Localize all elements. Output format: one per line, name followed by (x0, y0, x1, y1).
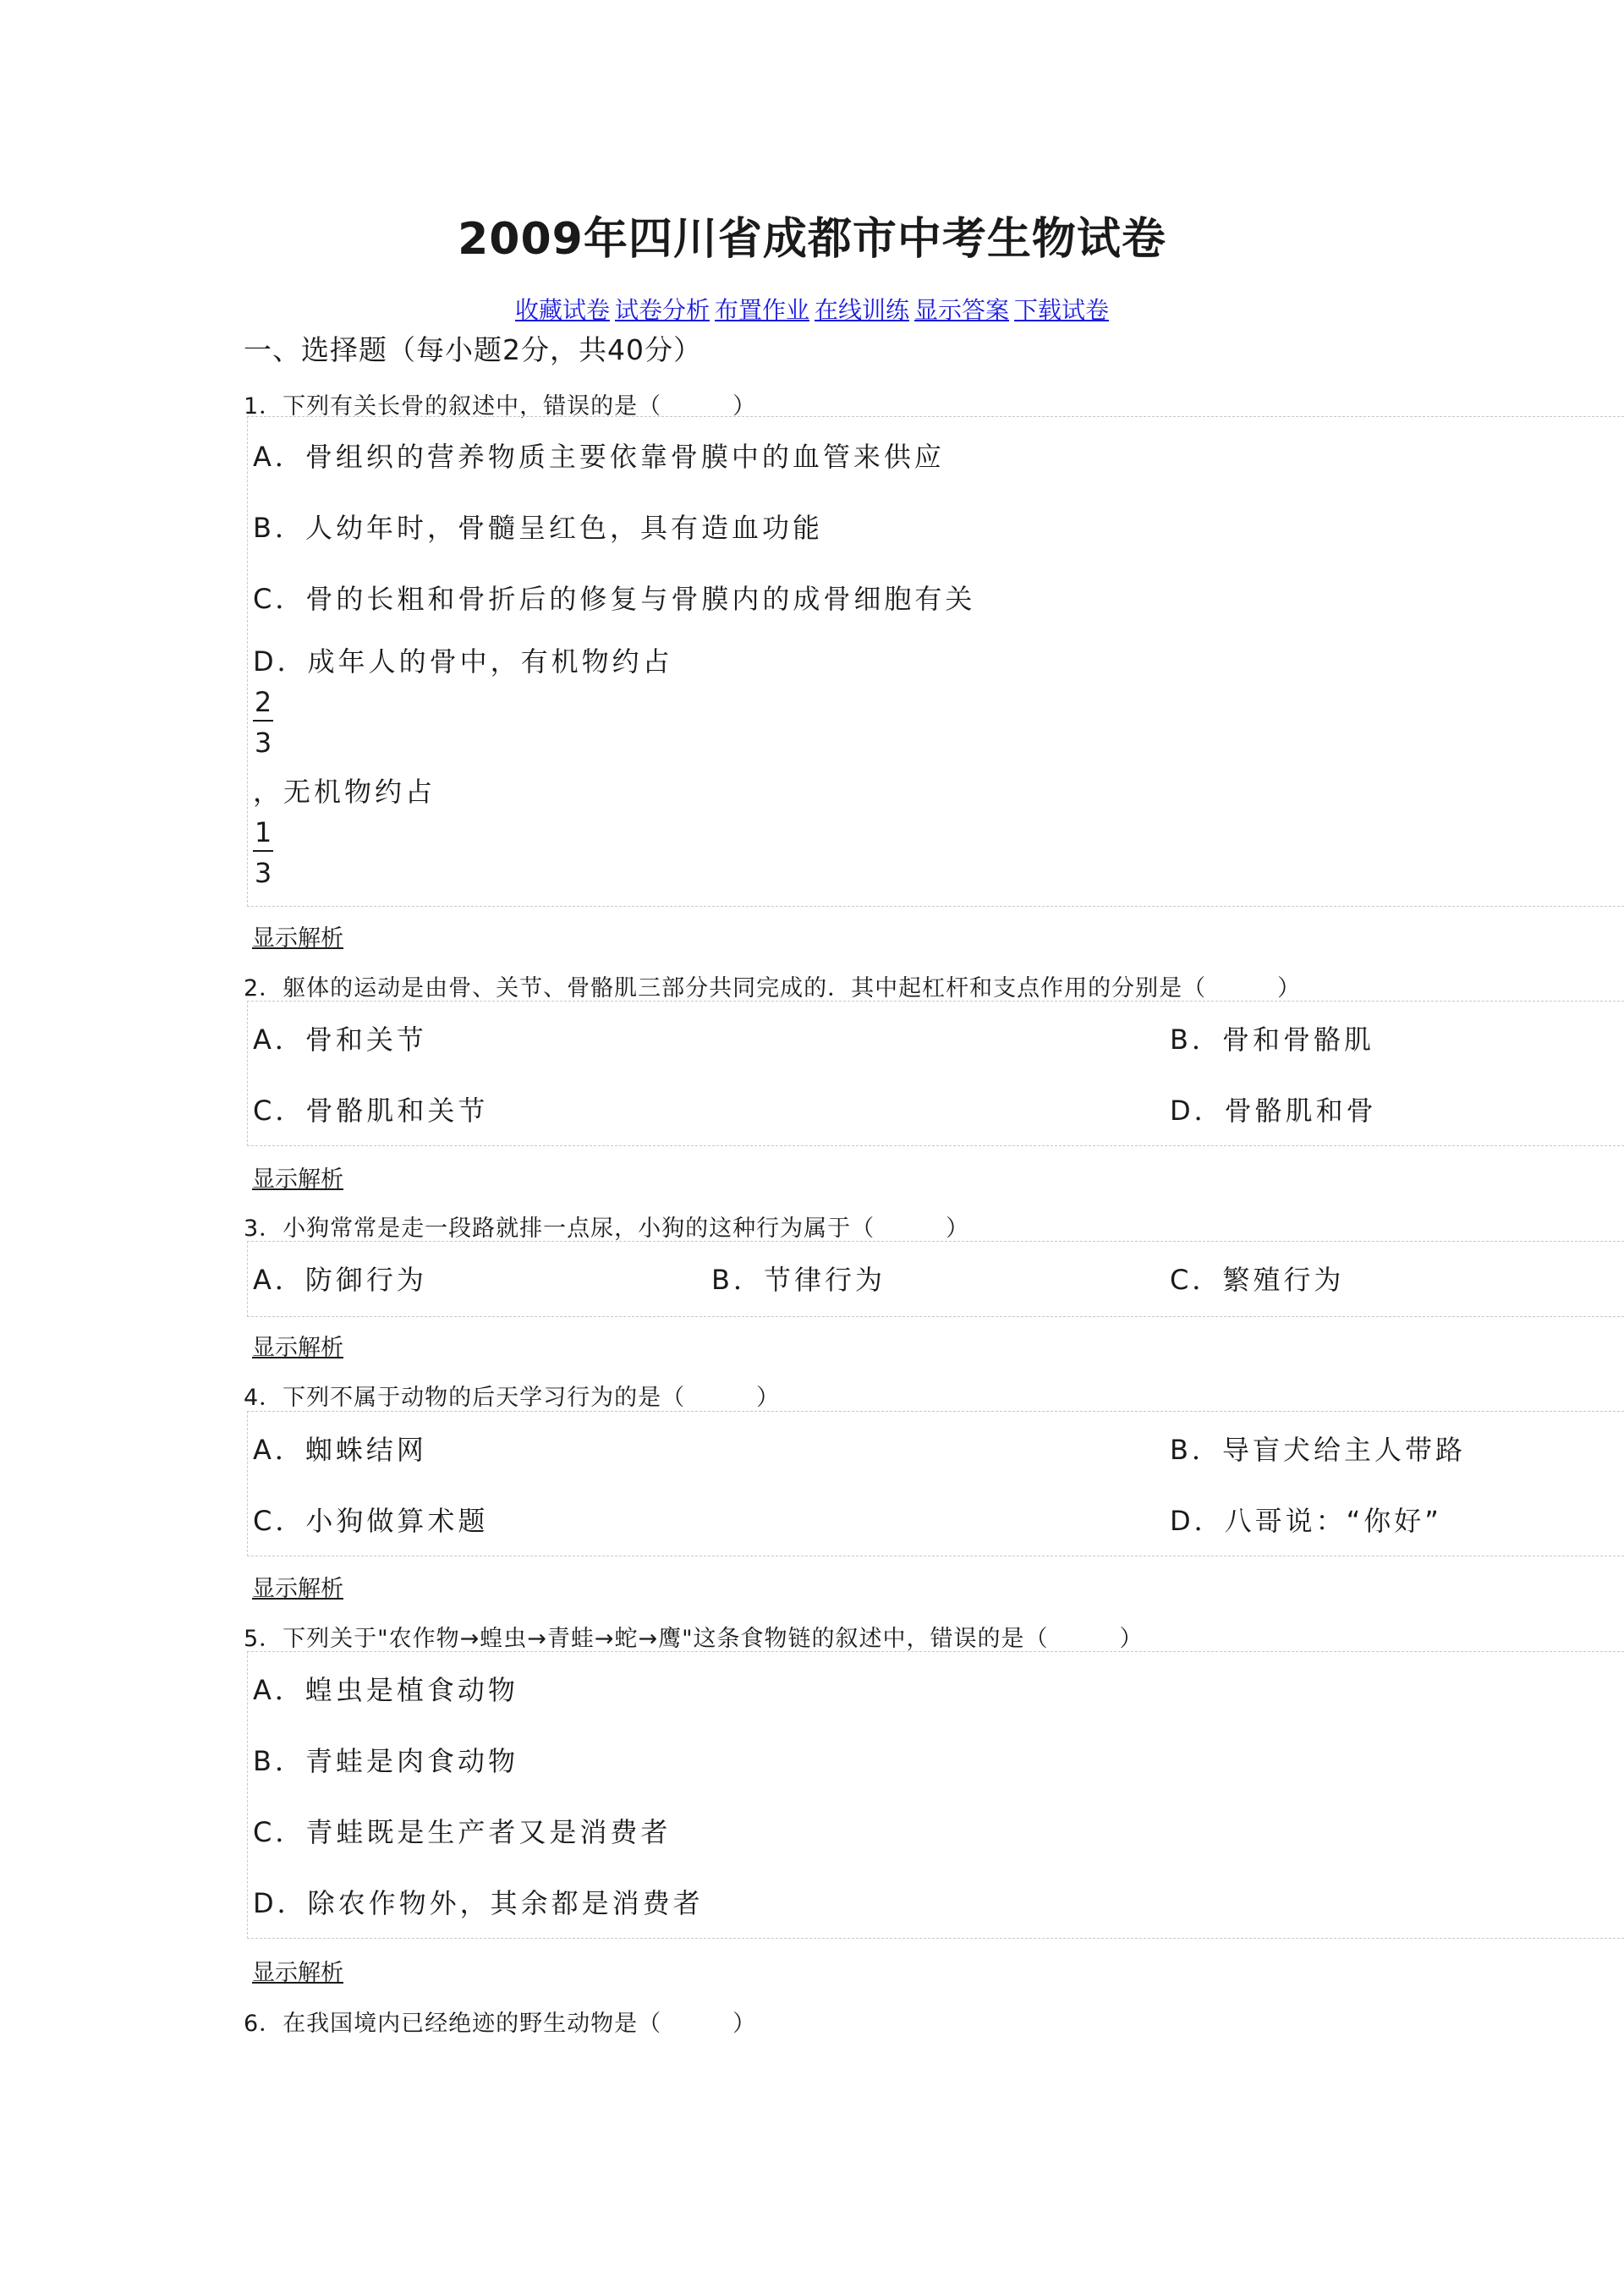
question-5-option-b[interactable]: B．青蛙是肉食动物 (253, 1745, 518, 1777)
question-3-option-b[interactable]: B．节律行为 (711, 1264, 886, 1296)
download-exam-link[interactable]: 下载试卷 (1014, 296, 1110, 324)
exam-toolbar (0, 292, 1624, 326)
question-2-option-d[interactable]: D．骨骼肌和骨 (1170, 1095, 1377, 1127)
question-5-option-a[interactable]: A．蝗虫是植食动物 (253, 1674, 518, 1706)
question-2-options (247, 1001, 1624, 1146)
question-1-options (247, 416, 1624, 907)
question-5-stem: 5．下列关于"农作物→蝗虫→青蛙→蛇→鹰"这条食物链的叙述中，错误的是（ ） (244, 1626, 1144, 1652)
fraction-numerator: 1 (253, 816, 273, 852)
question-1-option-b[interactable]: B．人幼年时，骨髓呈红色，具有造血功能 (253, 512, 823, 544)
question-3-options (247, 1241, 1624, 1317)
fraction-numerator: 2 (253, 686, 273, 722)
question-5-option-c[interactable]: C．青蛙既是生产者又是消费者 (253, 1816, 672, 1848)
section-heading: 一、选择题（每小题2分，共40分） (244, 333, 702, 366)
question-4-option-d[interactable]: D．八哥说：“你好” (1170, 1505, 1442, 1537)
question-5-option-d[interactable]: D．除农作物外，其余都是消费者 (253, 1887, 704, 1919)
question-1-option-c[interactable]: C．骨的长粗和骨折后的修复与骨膜内的成骨细胞有关 (253, 583, 976, 615)
exam-analysis-link[interactable]: 试卷分析 (614, 296, 710, 324)
question-2-show-analysis-link[interactable]: 显示解析 (252, 1166, 343, 1193)
fraction-two-thirds (253, 686, 273, 759)
question-4-option-a[interactable]: A．蜘蛛结网 (253, 1434, 427, 1466)
question-5-options (247, 1651, 1624, 1939)
question-1-option-d-tail: ，无机物约占 (253, 776, 436, 808)
fraction-one-third (253, 816, 273, 889)
online-training-link[interactable]: 在线训练 (815, 296, 910, 324)
question-6-stem: 6．在我国境内已经绝迹的野生动物是（ ） (244, 2011, 757, 2037)
question-3-option-a[interactable]: A．防御行为 (253, 1264, 427, 1296)
question-2-option-a[interactable]: A．骨和关节 (253, 1024, 427, 1056)
question-4-option-b[interactable]: B．导盲犬给主人带路 (1170, 1434, 1466, 1466)
show-answers-link[interactable]: 显示答案 (914, 296, 1010, 324)
question-2-stem: 2．躯体的运动是由骨、关节、骨骼肌三部分共同完成的．其中起杠杆和支点作用的分别是（ ） (244, 975, 1302, 1002)
question-4-option-c[interactable]: C．小狗做算术题 (253, 1505, 489, 1537)
question-3-show-analysis-link[interactable]: 显示解析 (252, 1335, 343, 1361)
question-4-show-analysis-link[interactable]: 显示解析 (252, 1576, 343, 1602)
question-1-option-d[interactable]: D．成年人的骨中，有机物约占 (253, 645, 673, 678)
question-4-stem: 4．下列不属于动物的后天学习行为的是（ ） (244, 1385, 781, 1411)
question-3-option-c[interactable]: C．繁殖行为 (1170, 1264, 1345, 1296)
question-3-stem: 3．小狗常常是走一段路就排一点尿，小狗的这种行为属于（ ） (244, 1216, 970, 1242)
page-title: 2009年四川省成都市中考生物试卷 (458, 214, 1166, 265)
question-4-options (247, 1411, 1624, 1556)
question-1-show-analysis-link[interactable]: 显示解析 (252, 925, 343, 952)
question-1-option-a[interactable]: A．骨组织的营养物质主要依靠骨膜中的血管来供应 (253, 441, 945, 473)
assign-homework-link[interactable]: 布置作业 (714, 296, 809, 324)
fraction-denominator: 3 (254, 857, 272, 889)
question-5-show-analysis-link[interactable]: 显示解析 (252, 1960, 343, 1986)
fraction-denominator: 3 (254, 727, 272, 759)
favorite-exam-link[interactable]: 收藏试卷 (514, 296, 610, 324)
question-2-option-c[interactable]: C．骨骼肌和关节 (253, 1095, 489, 1127)
question-2-option-b[interactable]: B．骨和骨骼肌 (1170, 1024, 1374, 1056)
question-1-stem: 1．下列有关长骨的叙述中，错误的是（ ） (244, 393, 757, 420)
